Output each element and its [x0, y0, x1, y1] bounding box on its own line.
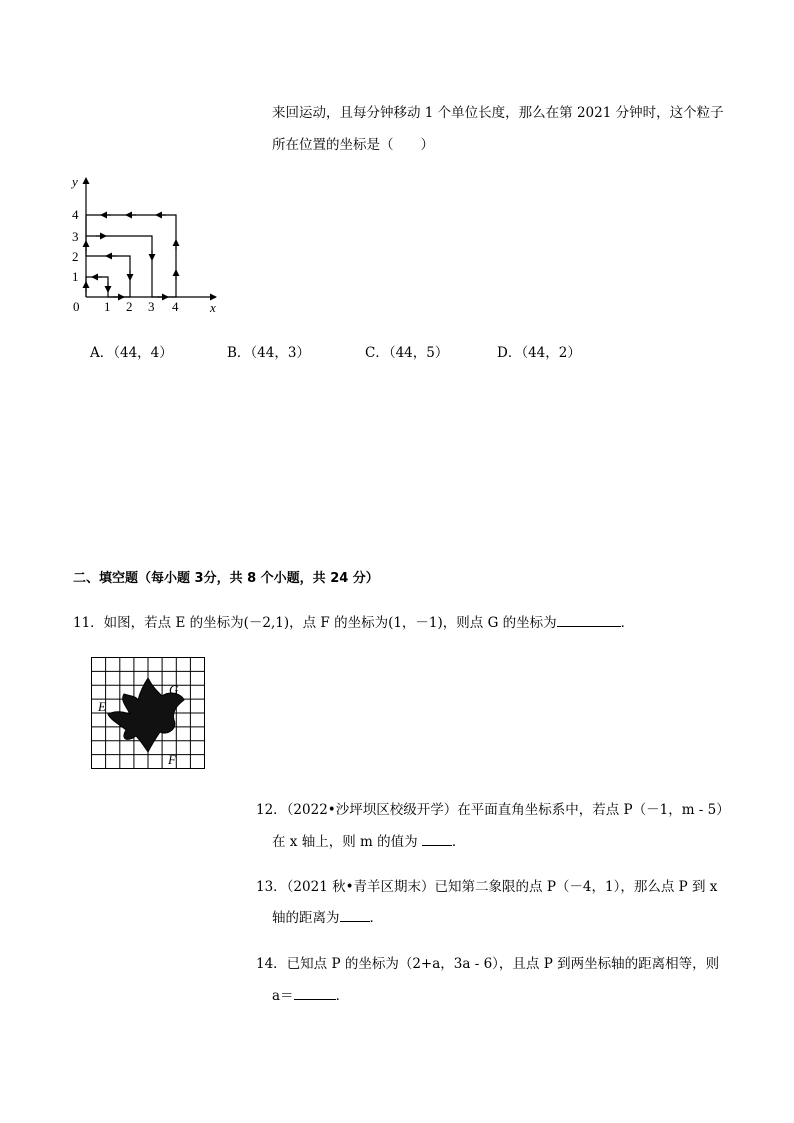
- x-tick-3: 3: [148, 299, 155, 314]
- label-f: F: [168, 752, 176, 767]
- x-tick-4: 4: [172, 299, 179, 314]
- q13-answer-blank[interactable]: [340, 908, 370, 923]
- y-tick-2: 2: [72, 249, 79, 264]
- option-a[interactable]: A．（44，4）: [90, 345, 173, 361]
- q11-text: [73, 611, 634, 631]
- q14-line2-before: a＝: [272, 988, 294, 1004]
- q12-line2: [272, 830, 465, 850]
- x-tick-1: 1: [104, 299, 111, 314]
- y-tick-1: 1: [72, 269, 79, 284]
- section-title: 二、填空题（每小题 3分，共 8 个小题，共 24 分）: [73, 571, 379, 586]
- y-tick-3: 3: [72, 229, 79, 244]
- q12-line1: 12．（2022•沙坪坝区校级开学）在平面直角坐标系中，若点 P（－1，m - 5）: [256, 802, 730, 818]
- y-axis-label: y: [72, 174, 78, 189]
- q14-line2-after: ．: [335, 988, 350, 1004]
- q11-text-before: 11．如图，若点 E 的坐标为(－2,1)，点 F 的坐标为(1，－1)，则点 G 的坐标为: [73, 615, 557, 631]
- q14-line1: 14．已知点 P 的坐标为（2+a，3a - 6），且点 P 到两坐标轴的距离相等，则: [256, 956, 720, 972]
- q14-answer-blank[interactable]: [294, 986, 336, 1001]
- origin-label: 0: [73, 299, 80, 314]
- q13-line2-before: 轴的距离为: [272, 910, 340, 926]
- y-tick-4: 4: [72, 207, 79, 222]
- q14-line2: [272, 984, 349, 1004]
- option-c[interactable]: C．（44，5）: [365, 345, 449, 361]
- option-b[interactable]: B．（44，3）: [227, 345, 310, 361]
- particle-path-figure: [66, 170, 236, 320]
- q10-text-line2: 所在位置的坐标是（ ）: [272, 137, 434, 153]
- label-g: G: [169, 682, 179, 697]
- q12-answer-blank[interactable]: [422, 832, 452, 847]
- q13-line2-after: ．: [369, 910, 383, 926]
- label-e: E: [98, 699, 106, 714]
- x-axis-label: x: [210, 300, 216, 315]
- q12-line2-before: 在 x 轴上，则 m 的值为: [272, 834, 422, 850]
- leaf-grid-figure: [90, 656, 208, 772]
- q13-line1: 13．（2021 秋•青羊区期末）已知第二象限的点 P（－4，1），那么点 P 到 x: [256, 879, 718, 895]
- q13-line2: [272, 906, 383, 926]
- q11-answer-blank[interactable]: [557, 613, 621, 628]
- q12-line2-after: ．: [451, 834, 466, 850]
- option-d[interactable]: D．（44，2）: [497, 345, 581, 361]
- q10-text-line1: 来回运动，且每分钟移动 1 个单位长度，那么在第 2021 分钟时，这个粒子: [272, 105, 724, 121]
- x-tick-2: 2: [126, 299, 133, 314]
- path-segments: [86, 215, 176, 297]
- q11-text-after: ．: [620, 615, 635, 631]
